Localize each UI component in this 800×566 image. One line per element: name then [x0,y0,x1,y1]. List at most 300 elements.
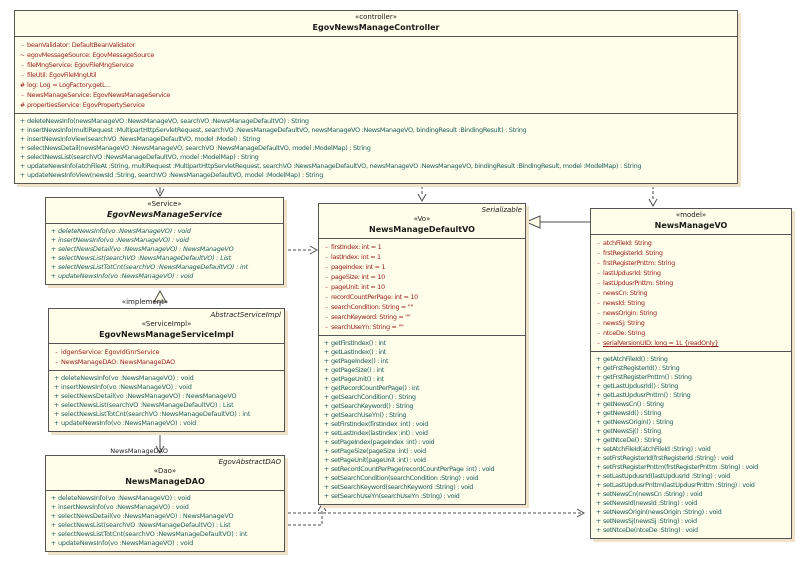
member-row [46,227,283,236]
visibility-marker: ~ [19,51,26,59]
member-row [49,347,284,357]
member-text: propertiesService: EgovPropertyService [27,101,145,109]
member-row [15,162,737,171]
member-text: updateNewsInfo(vo :NewsManageVO) : void [61,419,197,427]
member-row [46,503,284,512]
visibility-marker: + [595,508,602,516]
member-row [319,429,525,438]
visibility-marker: + [50,521,57,529]
methods-compartment [49,370,284,431]
visibility-marker: - [21,91,24,99]
member-text: searchKeyword: String = "" [331,313,411,321]
visibility-marker: + [595,481,602,489]
class-title [15,11,737,36]
visibility-marker: - [325,313,328,321]
visibility-marker: - [597,249,600,257]
member-row [591,454,791,463]
member-text: getNewsId() : String [603,409,662,417]
visibility-marker: + [50,530,57,538]
visibility-marker: + [19,171,26,179]
class-stereotype: «Dao» [153,467,177,475]
visibility-marker: + [323,465,330,473]
member-text: getNewsSj() : String [603,427,661,435]
visibility-marker: - [55,358,58,366]
fields-compartment [49,343,284,370]
member-text: firstIndex: int = 1 [331,243,382,251]
class-name: NewsManageVO [654,221,728,230]
member-text: setFrstRegisterId(frstRegisterId :String) : void [603,454,734,462]
member-text: getAtchFileId() : String [603,355,668,363]
member-row [15,153,737,162]
member-text: setSearchCondition(searchCondition :String) : void [331,474,479,482]
visibility-marker: - [325,323,328,331]
arrow-hollow-triangle-left [526,216,540,228]
fields-compartment [319,238,525,335]
visibility-marker: + [595,400,602,408]
member-row [49,374,284,383]
member-row [15,70,737,80]
visibility-marker: + [323,411,330,419]
member-text: selectNewsListTotCnt(searchVO :NewsManageDefaultVO) : int [58,530,248,538]
visibility-marker: + [323,402,330,410]
member-text: getRecordCountPerPage() : int [331,384,420,392]
visibility-marker: + [595,499,602,507]
member-row [591,508,791,517]
member-text: deleteNewsInfo(newsManageVO :NewsManageVO, searchVO :NewsManageDefaultVO) : String [27,117,309,125]
member-row [15,144,737,153]
member-row [591,328,791,338]
corner-parent-label: AbstractServiceImpl [210,311,281,319]
member-text: fileMngService: EgovFileMngService [27,61,134,69]
member-text: serialVersionUID: long = 1L {readOnly} [603,339,719,347]
member-text: insertNewsInfo(multiRequest :MultipartHttpServletRequest, searchVO :NewsManageDefaultVO, newsManageVO :NewsManageVO, bindingResult :BindingResult) : String [27,126,527,134]
member-text: getSearchUseYn() : String [331,411,407,419]
member-text: setSearchKeyword(searchKeyword :String) : void [331,483,474,491]
visibility-marker: - [325,263,328,271]
visibility-marker: + [50,236,57,244]
visibility-marker: - [597,279,600,287]
implement-edge-label: «implement» [121,298,169,306]
member-text: getLastIndex() : int [331,348,386,356]
member-text: selectNewsListTotCnt(searchVO :NewsManageDefaultVO) : int [58,263,248,271]
visibility-marker: + [50,494,57,502]
member-text: frstRegisterId: String [603,249,663,257]
fields-compartment [15,36,737,113]
member-text: ntceDe: String [603,329,645,337]
member-text: newsSj: String [603,319,645,327]
visibility-marker: + [323,474,330,482]
class-name: NewsManageDefaultVO [369,225,475,234]
member-row [591,436,791,445]
member-text: getFrstRegisterId() : String [603,364,680,372]
member-row [591,445,791,454]
visibility-marker: # [19,81,26,89]
member-row [591,318,791,328]
member-row [591,499,791,508]
visibility-marker: - [325,293,328,301]
visibility-marker: + [19,117,26,125]
member-text: setNtceDe(ntceDe :String) : void [603,526,698,534]
member-row [591,490,791,499]
member-text: NewsManageDAO: NewsManageDAO [61,358,175,366]
member-text: selectNewsList(searchVO :NewsManageDefaultVO) : List [61,401,234,409]
visibility-marker: - [597,299,600,307]
member-text: pageIndex: int = 1 [331,263,386,271]
member-text: insertNewsInfo(vo :NewsManageVO) : void [61,383,192,391]
member-text: newsId: String [603,299,645,307]
visibility-marker: - [597,339,600,347]
visibility-marker: + [53,410,60,418]
class-title [591,209,791,234]
class-stereotype: «model» [675,211,707,219]
member-row [319,375,525,384]
member-row [319,348,525,357]
visibility-marker: - [597,319,600,327]
visibility-marker: + [53,374,60,382]
member-text: recordCountPerPage: int = 10 [331,293,418,301]
methods-compartment [46,490,284,551]
visibility-marker: - [597,259,600,267]
class-title [49,309,284,343]
visibility-marker: + [19,153,26,161]
member-row [591,427,791,436]
member-row [591,526,791,535]
member-text: lastUpdusrId: String [603,269,661,277]
class-news-manage-vo[interactable] [590,208,792,539]
methods-compartment [319,335,525,504]
member-text: atchFileId: String [603,239,652,247]
visibility-marker: - [597,329,600,337]
corner-parent-label: Serializable [481,206,522,214]
member-text: selectNewsList(searchVO :NewsManageDefaultVO) : List [58,254,231,262]
visibility-marker: + [595,427,602,435]
visibility-marker: - [325,253,328,261]
member-text: pageUnit: int = 10 [331,283,385,291]
methods-compartment [591,351,791,538]
visibility-marker: - [325,303,328,311]
visibility-marker: + [323,456,330,464]
member-text: lastIndex: int = 1 [331,253,381,261]
visibility-marker: - [325,273,328,281]
class-news-manage-default-vo[interactable] [318,203,526,505]
member-text: setFrstRegisterPnttm(frstRegisterPnttm :String) : void [603,463,758,471]
member-text: insertNewsInfoView(searchVO :NewsManageDefaultVO, model :Model) : String [27,135,261,143]
member-row [319,262,525,272]
member-row [319,393,525,402]
member-row [591,298,791,308]
member-text: setNewsOrigin(newsOrigin :String) : void [603,508,722,516]
member-row [46,245,283,254]
member-row [46,263,283,272]
member-text: selectNewsDetail(vo :NewsManageVO) : NewsManageVO [61,392,237,400]
member-text: getPageUnit() : int [331,375,384,383]
member-row [15,117,737,126]
visibility-marker: + [50,254,57,262]
member-text: setLastUpdusrPnttm(lastUpdusrPnttm :String) : void [603,481,755,489]
member-row [319,272,525,282]
member-text: searchUseYn: String = "" [331,323,404,331]
visibility-marker: + [50,245,57,253]
class-stereotype: «Service» [147,200,182,208]
visibility-marker: + [595,490,602,498]
visibility-marker: - [55,348,58,356]
member-row [319,456,525,465]
member-row [46,236,283,245]
visibility-marker: + [595,391,602,399]
member-row [319,292,525,302]
member-row [319,357,525,366]
member-row [319,411,525,420]
member-text: getNewsOrigin() : String [603,418,674,426]
member-text: egovMessageSource: EgovMessageSource [27,51,155,59]
member-row [591,382,791,391]
member-text: deleteNewsInfo(vo :NewsManageVO) : void [58,227,191,235]
member-row [591,248,791,258]
visibility-marker: + [19,162,26,170]
visibility-marker: + [323,429,330,437]
member-text: setNewsCn(newsCn :String) : void [603,490,703,498]
member-text: setLastIndex(lastIndex :int) : void [331,429,428,437]
class-egov-news-manage-service-impl[interactable] [48,308,285,432]
methods-compartment [46,223,283,284]
class-name: EgovNewsManageServiceImpl [99,330,234,339]
member-row [15,90,737,100]
arrow-open-right [310,246,317,254]
member-text: pageSize: int = 10 [331,273,385,281]
visibility-marker: + [53,392,60,400]
member-row [319,492,525,501]
member-row [46,539,284,548]
member-text: updateNewsInfoView(newsId :String, searchVO :NewsManageDefaultVO, model :ModelMap) : String [27,171,324,179]
visibility-marker: + [323,438,330,446]
member-row [15,171,737,180]
member-row [591,238,791,248]
visibility-marker: + [323,447,330,455]
class-title [319,204,525,238]
visibility-marker: - [325,283,328,291]
member-row [15,135,737,144]
visibility-marker: # [19,101,26,109]
member-row [15,60,737,70]
member-row [591,308,791,318]
member-row [49,419,284,428]
member-text: newsOrigin: String [603,309,657,317]
class-news-manage-dao[interactable] [45,455,285,552]
member-text: setSearchUseYn(searchUseYn :String) : void [331,492,460,500]
member-row [591,278,791,288]
class-stereotype: «ServiceImpl» [141,320,192,328]
class-egov-news-manage-service[interactable] [45,197,284,285]
class-stereotype: «controller» [355,13,397,21]
visibility-marker: + [19,144,26,152]
member-row [591,355,791,364]
member-text: getFrstRegisterPnttm() : String [603,373,692,381]
member-row [319,420,525,429]
member-row [591,472,791,481]
visibility-marker: + [323,348,330,356]
member-text: beanValidator: DefaultBeanValidator [27,41,135,49]
member-row [319,366,525,375]
visibility-marker: + [323,492,330,500]
member-row [591,288,791,298]
visibility-marker: + [323,357,330,365]
visibility-marker: + [323,420,330,428]
member-row [591,268,791,278]
visibility-marker: + [323,339,330,347]
visibility-marker: + [50,503,57,511]
member-row [46,512,284,521]
visibility-marker: + [50,272,57,280]
class-title [46,456,284,490]
member-row [46,254,283,263]
edge-dao-defaultvo [283,510,322,525]
member-row [319,474,525,483]
member-text: updateNewsInfo(atchFileAt :String, multiRequest :MultipartHttpServletRequest, searchVO :NewsManageDefaultVO, newsManageVO :NewsManageVO, bindingResult :BindingResult, model :ModelMap) : String [27,162,642,170]
class-name: EgovNewsManageController [312,23,440,32]
member-row [319,282,525,292]
visibility-marker: + [595,454,602,462]
member-text: updateNewsInfo(vo :NewsManageVO) : void [58,272,194,280]
member-row [319,339,525,348]
visibility-marker: + [19,135,26,143]
member-text: getSearchCondition() : String [331,393,416,401]
member-text: getNtceDe() : String [603,436,662,444]
member-row [591,400,791,409]
member-text: selectNewsDetail(vo :NewsManageVO) : NewsManageVO [58,512,234,520]
member-text: getLastUpdusrId() : String [603,382,679,390]
member-row [49,410,284,419]
member-text: getPageIndex() : int [331,357,389,365]
member-text: lastUpdusrPnttm: String [603,279,673,287]
methods-compartment [15,113,737,183]
member-row [49,392,284,401]
arrow-open-down [418,194,426,201]
member-text: getFirstIndex() : int [331,339,386,347]
visibility-marker: - [597,239,600,247]
member-row [319,252,525,262]
member-row [49,383,284,392]
member-text: insertNewsInfo(vo :NewsManageVO) : void [58,236,189,244]
visibility-marker: - [325,243,328,251]
member-text: updateNewsInfo(vo :NewsManageVO) : void [58,539,194,547]
visibility-marker: - [21,61,24,69]
visibility-marker: + [323,483,330,491]
member-text: log: Log = LogFactory.getL... [27,81,111,89]
arrow-open-up [318,504,326,511]
member-row [319,384,525,393]
visibility-marker: + [19,126,26,134]
dao-association-end-label: NewsManageDAO [110,447,168,455]
visibility-marker: + [53,383,60,391]
member-row [15,100,737,110]
member-text: getNewsCn() : String [603,400,664,408]
visibility-marker: - [597,269,600,277]
class-egov-news-manage-controller[interactable] [14,10,738,184]
member-row [15,40,737,50]
fields-compartment [591,234,791,351]
visibility-marker: + [323,366,330,374]
member-row [319,483,525,492]
visibility-marker: + [595,436,602,444]
member-row [49,401,284,410]
class-stereotype: «Vo» [413,215,431,223]
visibility-marker: - [597,309,600,317]
member-text: setNewsSj(newsSj :String) : void [603,517,697,525]
member-row [319,302,525,312]
member-row [49,357,284,367]
member-row [319,438,525,447]
member-text: frstRegisterPnttm: String [603,259,675,267]
class-name: NewsManageDAO [125,477,205,486]
visibility-marker: + [323,375,330,383]
member-text: newsCn: String [603,289,648,297]
visibility-marker: - [21,71,24,79]
visibility-marker: + [595,526,602,534]
member-text: getSearchKeyword() : String [331,402,414,410]
visibility-marker: + [595,517,602,525]
member-text: selectNewsList(searchVO :NewsManageDefaultVO) : List [58,521,231,529]
member-text: getLastUpdusrPnttm() : String [603,391,691,399]
member-text: deleteNewsInfo(vo :NewsManageVO) : void [61,374,194,382]
visibility-marker: - [21,41,24,49]
visibility-marker: - [597,289,600,297]
member-text: setPageUnit(pageUnit :int) : void [331,456,426,464]
class-name: EgovNewsManageService [106,210,223,219]
member-text: getPageSize() : int [331,366,384,374]
member-row [591,409,791,418]
member-row [591,517,791,526]
member-text: setAtchFileId(atchFileId :String) : void [603,445,711,453]
member-row [591,481,791,490]
member-row [591,418,791,427]
visibility-marker: + [595,418,602,426]
member-text: setPageIndex(pageIndex :int) : void [331,438,435,446]
visibility-marker: + [53,419,60,427]
member-text: NewsManageService: EgovNewsManageService [27,91,171,99]
member-text: setRecordCountPerPage(recordCountPerPage :int) : void [331,465,495,473]
visibility-marker: + [595,463,602,471]
member-text: idgenService: EgovIdGnrService [61,348,160,356]
visibility-marker: + [50,227,57,235]
member-row [15,126,737,135]
visibility-marker: + [50,263,57,271]
member-row [319,402,525,411]
member-text: setNewsId(newsId :String) : void [603,499,698,507]
member-row [46,530,284,539]
visibility-marker: + [50,539,57,547]
member-row [319,312,525,322]
visibility-marker: + [323,384,330,392]
member-row [319,465,525,474]
class-title [46,198,283,223]
member-row [46,494,284,503]
visibility-marker: + [595,382,602,390]
visibility-marker: + [323,393,330,401]
member-row [591,338,791,348]
member-row [591,364,791,373]
visibility-marker: + [595,472,602,480]
member-text: setLastUpdusrId(lastUpdusrId :String) : void [603,472,731,480]
member-row [319,242,525,252]
member-row [319,447,525,456]
member-text: fileUtil: EgovFileMngUtil [27,71,97,79]
member-text: deleteNewsInfo(vo :NewsManageVO) : void [58,494,191,502]
visibility-marker: + [595,364,602,372]
member-text: selectNewsList(searchVO :NewsManageDefaultVO, model :ModelMap) : String [27,153,259,161]
visibility-marker: + [50,512,57,520]
corner-parent-label: EgovAbstractDAO [218,458,281,466]
member-row [319,322,525,332]
